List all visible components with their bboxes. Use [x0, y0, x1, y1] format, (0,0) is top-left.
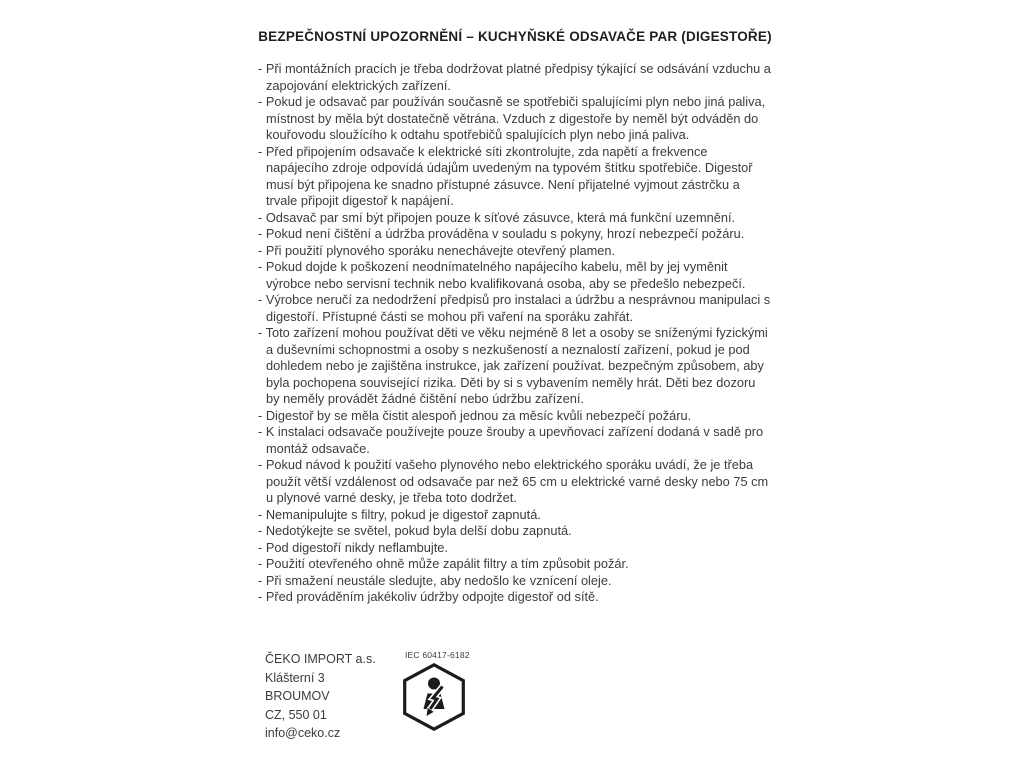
warning-item: - Při montážních pracích je třeba dodržovat platné předpisy týkající se odsávání vzduchu a zapojování elektrických zařízení.: [258, 61, 771, 93]
warning-item: - Nemanipulujte s filtry, pokud je digestoř zapnutá.: [258, 506, 541, 522]
warning-item: - Výrobce neručí za nedodržení předpisů pro instalaci a údržbu a nesprávnou manipulaci s digestoří. Přístupné části se mohou při vaření na sporáku zahřát.: [258, 292, 771, 324]
iec-qualified-installer-icon: [402, 663, 466, 731]
company-city: BROUMOV: [265, 689, 330, 703]
warning-item: - Před připojením odsavače k elektrické síti zkontrolujte, zda napětí a frekvence napájecího zdroje odpovídá údajům uvedeným na typovém štítku spotřebiče. Digestoř musí být připojena ke snadno přístupné zásuvce. Není přijatelné vyjmout zástrčku a trvale připojit digestoř k napájení.: [258, 143, 753, 208]
cert-standard-code: IEC 60417-6182: [405, 650, 470, 660]
warning-item: - Pokud dojde k poškození neodnímatelného napájecího kabelu, měl by jej vyměnit výrobce nebo servisní technik nebo kvalifikovaná osoba, aby se předešlo nebezpečí.: [258, 259, 746, 291]
warning-item: - Před prováděním jakékoliv údržby odpojte digestoř od sítě.: [258, 589, 599, 604]
warning-item: - Nedotýkejte se světel, pokud byla delší dobu zapnutá.: [258, 523, 572, 538]
warning-item: - Pokud návod k použití vašeho plynového nebo elektrického sporáku uvádí, že je třeba použít větší vzdálenost od odsavače par než 65 cm u elektrické varné desky nebo 75 cm u plynové varné desky, je třeba toto dodržet.: [258, 457, 769, 505]
certification-mark: [402, 650, 472, 731]
company-name: ČEKO IMPORT a.s.: [265, 652, 376, 666]
warnings-list: [258, 61, 772, 606]
warning-item: - Pokud není čištění a údržba prováděna v souladu s pokyny, hrozí nebezpečí požáru.: [258, 226, 745, 241]
warning-item: - Pokud je odsavač par používán současně se spotřebiči spalujícími plyn nebo jiná paliva, místnost by měla být dostatečně větrána. Vzduch z digestoře by neměl být odváděn do kouřovodu sloužícího k odtahu spotřebičů spalujících plyn nebo jiná paliva.: [258, 94, 766, 142]
company-street: Klášterní 3: [265, 670, 325, 685]
warning-item: - Při smažení neustále sledujte, aby nedošlo ke vznícení oleje.: [258, 572, 612, 588]
warning-item: - Toto zařízení mohou používat děti ve věku nejméně 8 let a osoby se sníženými fyzickými a duševními schopnostmi a osoby s nezkušeností a neznalostí zařízení, pokud je pod dohledem nebo je zajištěna instrukce, jak zařízení používat. bezpečným způsobem, aby byla pochopena související rizika. Děti by si s vybavením neměly hrát. Děti bez dozoru by neměly provádět žádné čištění nebo údržbu zařízení.: [258, 325, 768, 406]
warning-item: - Při použití plynového sporáku nenechávejte otevřený plamen.: [258, 242, 616, 258]
warning-item: - Pod digestoří nikdy neflambujte.: [258, 539, 448, 555]
company-postal: CZ, 550 01: [265, 707, 327, 722]
company-address: [265, 650, 376, 743]
document-content: [258, 28, 772, 606]
page-title: BEZPEČNOSTNÍ UPOZORNĚNÍ – KUCHYŇSKÉ ODSAVAČE PAR (DIGESTOŘE): [258, 29, 772, 44]
warning-item: - K instalaci odsavače používejte pouze šrouby a upevňovací zařízení dodaná v sadě pro montáž odsavače.: [258, 424, 764, 456]
warning-item: - Použití otevřeného ohně může zapálit filtry a tím způsobit požár.: [258, 556, 629, 571]
company-email: info@ceko.cz: [265, 726, 341, 740]
warning-item: - Digestoř by se měla čistit alespoň jednou za měsíc kvůli nebezpečí požáru.: [258, 407, 692, 423]
warning-item: - Odsavač par smí být připojen pouze k síťové zásuvce, která má funkční uzemnění.: [258, 209, 736, 225]
